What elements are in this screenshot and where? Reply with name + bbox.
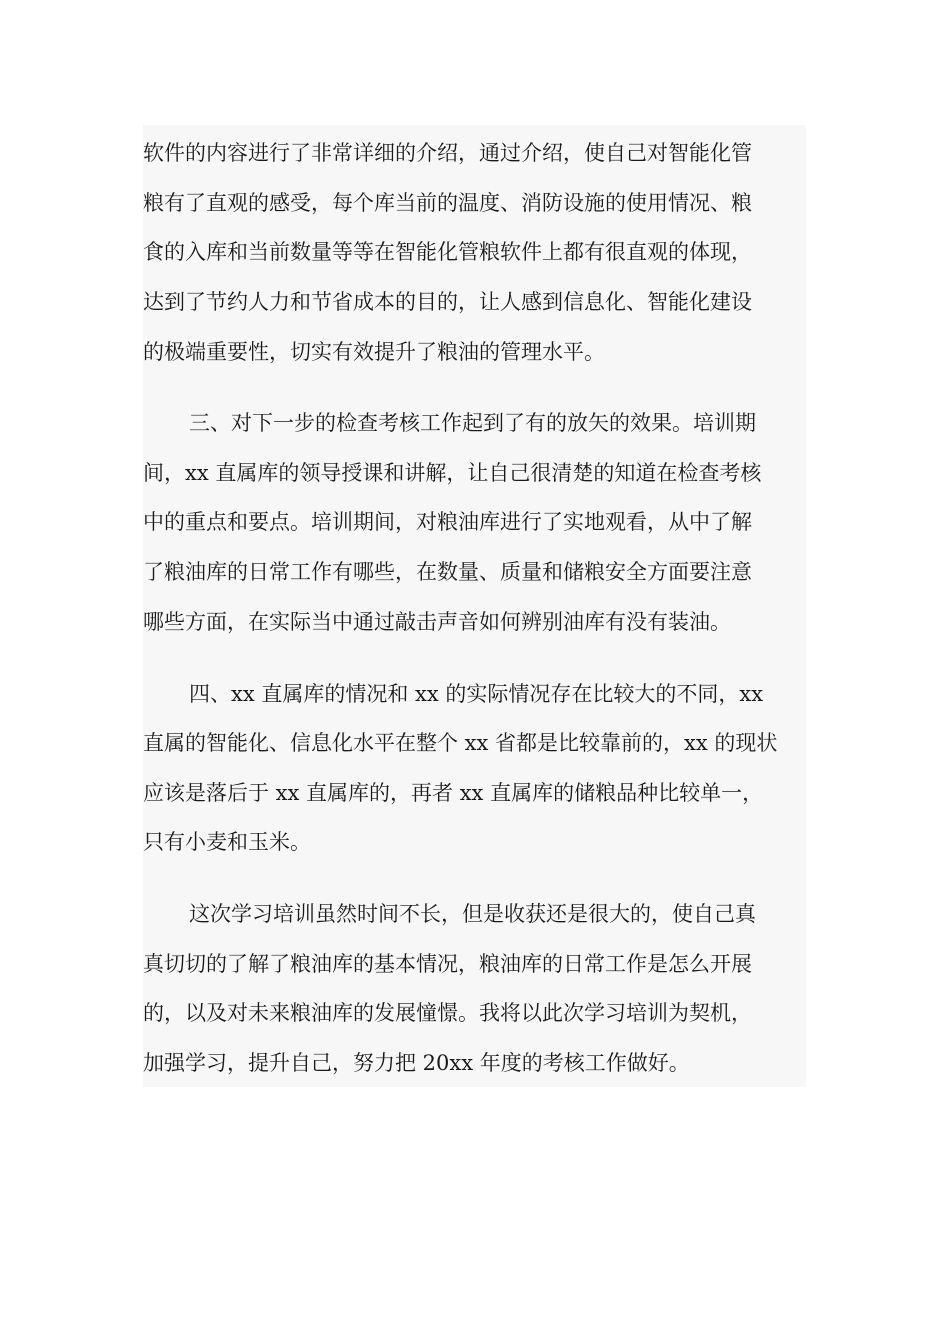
paragraph-1-line-4: 达到了节约人力和节省成本的目的，让人感到信息化、智能化建设 [143,290,752,314]
paragraph-2-line-4: 了粮油库的日常工作有哪些，在数量、质量和储粮安全方面要注意 [143,560,752,584]
paragraph-3-line-3: 应该是落后于 xx 直属库的，再者 xx 直属库的储粮品种比较单一， [143,781,764,805]
paragraph-3-line-1: 四、xx 直属库的情况和 xx 的实际情况存在比较大的不同，xx [189,682,764,706]
paragraph-4-line-4: 加强学习，提升自己，努力把 20xx 年度的考核工作做好。 [143,1051,690,1075]
paragraph-4-line-2: 真切切的了解了粮油库的基本情况，粮油库的日常工作是怎么开展 [143,952,752,976]
paragraph-4-line-3: 的，以及对未来粮油库的发展憧憬。我将以此次学习培训为契机， [143,1001,752,1025]
paragraph-1-line-2: 粮有了直观的感受，每个库当前的温度、消防设施的使用情况、粮 [143,191,752,215]
paragraph-2-line-5: 哪些方面，在实际当中通过敲击声音如何辨别油库有没有装油。 [143,610,731,634]
paragraph-4-line-1: 这次学习培训虽然时间不长，但是收获还是很大的，使自己真 [189,902,756,926]
paragraph-3-line-2: 直属的智能化、信息化水平在整个 xx 省都是比较靠前的，xx 的现状 [143,731,778,755]
document-text-block [143,125,806,1087]
paragraph-2-line-1: 三、对下一步的检查考核工作起到了有的放矢的效果。培训期 [189,411,756,435]
paragraph-1-line-1: 软件的内容进行了非常详细的介绍，通过介绍，使自己对智能化管 [143,141,752,165]
paragraph-1-line-5: 的极端重要性，切实有效提升了粮油的管理水平。 [143,340,605,364]
paragraph-2-line-3: 中的重点和要点。培训期间，对粮油库进行了实地观看，从中了解 [143,510,752,534]
paragraph-2-line-2: 间，xx 直属库的领导授课和讲解，让自己很清楚的知道在检查考核 [143,461,762,485]
paragraph-1-line-3: 食的入库和当前数量等等在智能化管粮软件上都有很直观的体现， [143,240,752,264]
paragraph-3-line-4: 只有小麦和玉米。 [143,830,311,854]
